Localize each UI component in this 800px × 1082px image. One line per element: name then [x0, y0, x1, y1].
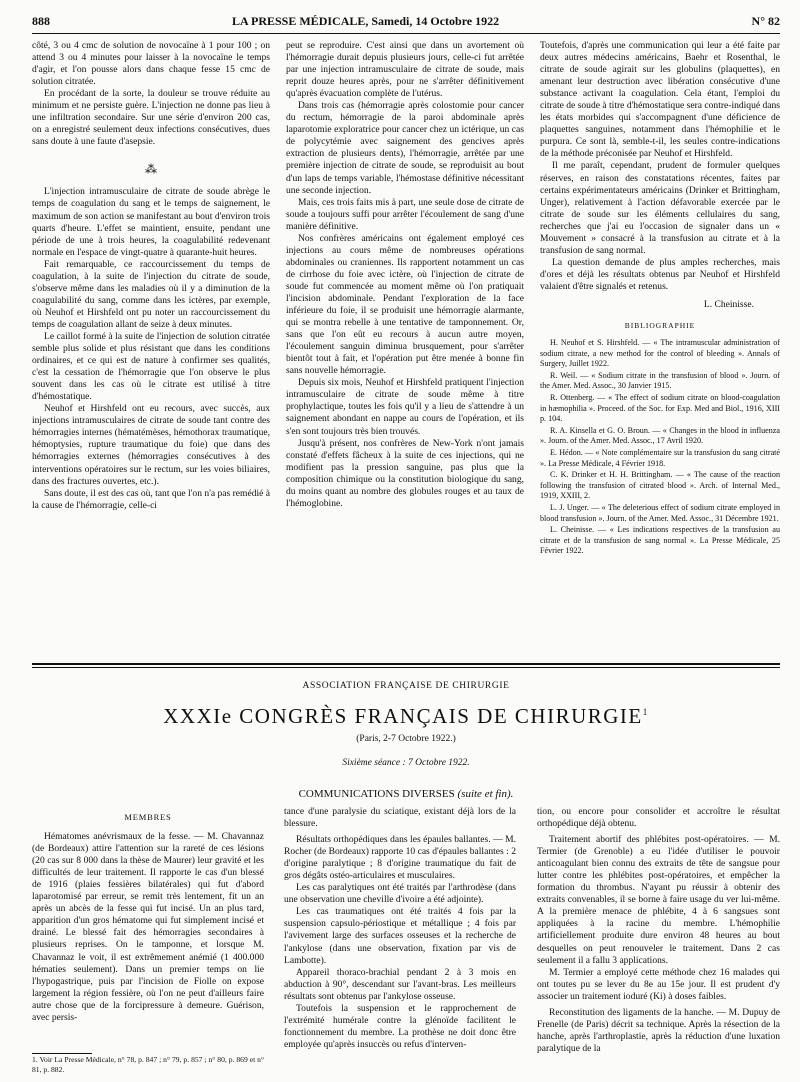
- bottom-column-1: [32, 806, 264, 1046]
- bibliography-entry: C. K. Drinker et H. H. Brittingham. — « The cause of the reaction following the transfusion of citrated blood ». Arch. of Internal Med., 1919, XXIII, 2.: [540, 470, 780, 501]
- paragraph: Sans doute, il est des cas où, tant que l'on n'a pas remédié à la cause de l'hémorragie, celle-ci: [32, 487, 270, 511]
- bibliography-heading: BIBLIOGRAPHIE: [624, 321, 696, 331]
- paragraph: Fait remarquable, ce raccourcissement du temps de coagulation, à la suite de l'injection du citrate de soude, s'observe même dans les maladies où il y a diminution de la coagulabilité du sang, comme dans les ictères, par exemple, où Neuhof et Hirshfeld ont pu noter un raccourcissement du temps de coagulation allant de seize à deux minutes.: [32, 258, 270, 330]
- top-column-1: [32, 40, 270, 660]
- paragraph: peut se reproduire. C'est ainsi que dans un avortement où l'hémorragie durait depuis plusieurs jours, celle-ci fut arrêtée par une injection intramusculaire de citrate de soude, mais reprit douze heures après, pour ne s'arrêter définitivement qu'après évacuation complète de l'utérus.: [286, 40, 524, 100]
- members-heading: MEMBRES: [124, 812, 172, 822]
- paragraph: Nos confrères américains ont également employé ces injections au cours même de nombreuses opérations abdominales ou craniennes. Ils rapportent notamment un cas de cirrhose du foie avec ictère, où l'injection de citrate de soude fut commencée au moment même où l'on pratiquait l'incision abdominale. Pendant l'exploration de la face inférieure du foie, il se produisit une hémorragie alarmante, qui se montra rebelle à une tentative de tamponnement. Or, sans que l'on eût eu recours à aucun autre moyen, l'écoulement sanguin diminua brusquement, pour s'arrêter bientôt tout à fait, et l'opération put être menée à bonne fin sans nouvelle hémorragie.: [286, 232, 524, 377]
- paragraph: La question demande de plus amples recherches, mais d'ores et déjà les résultats obtenus par Neuhof et Hirshfeld valaient d'être signalés et retenus.: [540, 256, 780, 292]
- communications-title: COMMUNICATIONS DIVERSES: [298, 788, 455, 800]
- page-number: 888: [32, 14, 50, 28]
- paragraph: L'injection intramusculaire de citrate de soude abrège le temps de coagulation du sang et le temps de saignement, le maximum de son action se manifestant au bout d'environ trois quarts d'heure. L'effet se maintient, ensuite, pendant une période de une à trois heures, la coagulabilité redevenant normale en l'espace de vingt-quatre à quarante-huit heures.: [32, 186, 270, 258]
- bibliography-entry: H. Neuhof et S. Hirshfeld. — « The intramuscular administration of sodium citrate, a new method for the control of bleeding ». Annals of Surgery, Juillet 1922.: [540, 338, 780, 369]
- paragraph: Neuhof et Hirshfeld ont eu recours, avec succès, aux injections intramusculaires de citrate de soude tant contre des hémorragies internes (hématémèses, hémothorax traumatique, hémoptysies, rupture traumatique du foie) que dans des hémorragies externes (hémorragies consécutives à des interventions opératoires sur le rectum, sur les voies biliaires, dans des fractures ouvertes, etc.).: [32, 403, 270, 487]
- running-header: [32, 14, 780, 30]
- journal-line: LA PRESSE MÉDICALE, Samedi, 14 Octobre 1922: [232, 14, 500, 28]
- section-rule-thin: [32, 667, 780, 668]
- association-heading: ASSOCIATION FRANÇAISE DE CHIRURGIE: [302, 681, 510, 691]
- bibliography-entry: R. Weil. — « Sodium citrate in the transfusion of blood ». Journ. of the Amer. Med. Assoc., 30 Janvier 1915.: [540, 370, 780, 391]
- paragraph: Résultats orthopédiques dans les épaules ballantes. — M. Rocher (de Bordeaux) rapporte 10 cas d'épaules ballantes : 2 d'origine paralytique ; 8 d'origine traumatique du fait de gros dégâts ostéo-articulaires et musculaires.: [284, 834, 516, 882]
- congress-title: [32, 704, 780, 729]
- paragraph: En procédant de la sorte, la douleur se trouve réduite au minimum et ne persiste guère. L'injection ne donne pas lieu à une infiltration secondaire. Sur une série d'environ 200 cas, on a enregistré seulement deux infections consécutives, dues sans doute à une faute d'asepsie.: [32, 88, 270, 148]
- section-stars: ⁂: [145, 162, 157, 177]
- bibliography-entry: R. A. Kinsella et G. O. Broun. — « Changes in the blood in influenza ». Journ. of the Amer. Med. Assoc., 17 Avril 1920.: [540, 425, 780, 446]
- bottom-column-3: [537, 806, 780, 1076]
- bibliography-entry: E. Hédon. — « Note complémentaire sur la transfusion du sang citraté ». La Presse Médicale, 4 Février 1918.: [540, 448, 780, 468]
- footnote-marker: 1: [642, 707, 649, 717]
- footnote-rule: [32, 1053, 92, 1054]
- paragraph: Les cas traumatiques ont été traités 4 fois par la suspension capsulo-périostique et métallique ; 4 fois par l'avivement large des surfaces osseuses et la recherche de l'ankylose (dans une observation, fixation par vis de Lambotte).: [284, 906, 516, 966]
- paragraph: Reconstitution des ligaments de la hanche. — M. Dupuy de Frenelle (de Paris) décrit sa technique. Après la résection de la hanche, après l'arthroplastie, après la réduction d'une luxation paralytique de la: [537, 1006, 780, 1054]
- paragraph: Dans trois cas (hémorragie après colostomie pour cancer du rectum, hémorragie de la paroi abdominale après laparotomie exploratrice pour cancer chez un ictérique, un cas de polycytémie avec saignement des gencives après extraction de plusieurs dents), l'hémorragie, arrêtée par une première injection de citrate de soude, se reproduisit au bout d'un laps de temps variable, l'hémostase définitive nécessitant une seconde injection.: [286, 100, 524, 196]
- paragraph: Traitement abortif des phlébites post-opératoires. — M. Termier (de Grenoble) a eu l'idée d'utiliser le pouvoir anticoagulant bien connu des extraits de tête de sangsue pour lutter contre les phlébites post-opératoires, et empêcher la formation du thrombus. N'ayant pu réussir à obtenir des extraits convenables, il se borne à faire usage du ver lui-même. A la première menace de phlébite, 4 à 6 sangsues sont appliquées à la racine du membre. L'hémophilie artificiellement produite dure environ 48 heures au bout desquelles on peut renouveler le traitement. Dans 2 cas seulement il a fallu 3 applications.: [537, 834, 780, 966]
- section-rule: [32, 663, 780, 665]
- congress-title-text: XXXIe CONGRÈS FRANÇAIS DE CHIRURGIE: [163, 704, 643, 728]
- paragraph: Les cas paralytiques ont été traités par l'arthrodèse (dans une observation une cheville d'ivoire a été adjointe).: [284, 882, 516, 906]
- paragraph: Jusqu'à présent, nos confrères de New-York n'ont jamais constaté d'effets fâcheux à la suite de ces injections, qui ne modifient pas la pression sanguine, pas plus que la composition chimique ou la constitution biologique du sang, du moins quant au nombre des globules rouges et au taux de l'hémoglobine.: [286, 437, 524, 509]
- paragraph: tion, ou encore pour consolider et accroître le résultat orthopédique déjà obtenu.: [537, 806, 780, 830]
- signature: L. Cheinisse.: [703, 298, 754, 310]
- bibliography-entry: L. Cheinisse. — « Les indications respectives de la transfusion au citrate et de la transfusion de sang normal ». La Presse Médicale, 25 Février 1922.: [540, 525, 780, 556]
- session-line: Sixième séance : 7 Octobre 1922.: [342, 758, 470, 768]
- paragraph: Il me paraît, cependant, prudent de formuler quelques réserves, en raison des constatations récentes, faites par certains expérimentateurs américains (Drinker et Brittingham, Unger), relativement à l'action défavorable exercée par le citrate de soude sur les éléments cellulaires du sang, recherches que j'ai eu l'occasion de signaler dans un « Mouvement » consacré à la transfusion au citrate et à la transfusion de sang normal.: [540, 160, 780, 256]
- paragraph: M. Termier a employé cette méthode chez 16 malades qui ont toutes pu se lever du 8e au 15e jour. Il est prudent d'y associer un traitement ioduré (Ki) à doses faibles.: [537, 966, 780, 1002]
- footnote: 1. Voir La Presse Médicale, n° 78, p. 847 ; n° 79, p. 857 ; n° 80, p. 869 et n° 81, p. 882.: [32, 1055, 264, 1074]
- paragraph: Depuis six mois, Neuhof et Hirshfeld pratiquent l'injection intramusculaire de citrate de soude même à titre prophylactique, toutes les fois qu'il y a lieu de s'attendre à un saignement abondant en nappe au cours de l'opération, et ils s'en sont toujours très bien trouvés.: [286, 377, 524, 437]
- header-rule: [32, 33, 780, 34]
- paragraph: Hématomes anévrismaux de la fesse. — M. Chavannaz (de Bordeaux) attire l'attention sur la rareté de ces lésions (20 cas sur 8 000 dans la thèse de Maurer) leur gravité et les difficultés de leur traitement. Il rapporte le cas d'un blessé de 1916 (plaies fessières bilatérales) qui fut d'abord laparotomisé par erreur, se remit très lentement, fit un an après un abcès de la fesse qui fut incisé. Un an plus tard, apparition d'un gros hématome qui fut simplement incisé et drainé. Le blessé fait des hémorragies secondaires à plusieurs reprises. On le tamponne, et lorsque M. Chavannaz le voit, il est extrêmement anémié (1 400.000 hématies seulement). Dans un premier temps on lie l'hypogastrique, puis par l'incision de Fiolle on expose largement la région fessière, où l'on ne peut d'ailleurs faire autre chose que de la forcipressure à demeure. Guérison, avec persis-: [32, 831, 264, 1023]
- paragraph: Appareil thoraco-brachial pendant 2 à 3 mois en abduction à 90°, descendant sur l'avant-bras. Les meilleurs résultats sont obtenus par l'ankylose osseuse.: [284, 966, 516, 1002]
- communications-suffix: (suite et fin).: [457, 788, 514, 800]
- paragraph: Toutefois, d'après une communication qui leur a été faite par deux autres médecins américains, Baehr et Rosenthal, le citrate de soude agirait sur les globulins (plaquettes), en amenant leur destruction avec libération consécutive d'une substance activant la coagulation. Cela étant, l'emploi du citrate de soude à titre d'hémostatique sera contre-indiqué dans les états morbides qui s'accompagnent d'une déficience de plaquettes sanguines, notamment dans l'hémophilie et le purpura. Ce sont là, semble-t-il, les seules contre-indications de la méthode préconisée par Neuhof et Hirshfeld.: [540, 40, 780, 160]
- issue-number: N° 82: [751, 14, 780, 28]
- congress-dates: (Paris, 2-7 Octobre 1922.): [356, 734, 456, 744]
- paragraph: Le caillot formé à la suite de l'injection de solution citratée semble plus solide et plus résistant que dans les conditions ordinaires, et ce qui est de nature à confirmer ses qualités, c'est la cessation de l'hémorragie que l'on observe le plus souvent dans les cas où le citrate est utilisé à titre d'hémostatique.: [32, 330, 270, 403]
- top-column-2: [286, 40, 524, 660]
- bottom-column-2: [284, 806, 516, 1076]
- bibliography-entry: R. Ottenberg. — « The effect of sodium citrate on blood-coagulation in hæmophilia ». Proceed. of the Soc. for Exp. Med and Biol., 1916, XIII p. 104.: [540, 393, 780, 424]
- paragraph: tance d'une paralysie du sciatique, existant déjà lors de la blessure.: [284, 806, 516, 830]
- paragraph: côté, 3 ou 4 cmc de solution de novocaïne à 1 pour 100 ; on attend 3 ou 4 minutes pour laisser à la novocaïne le temps d'agir, et l'on pousse alors dans chaque fesse 15 cmc de solution citratée.: [32, 40, 270, 88]
- paragraph: Mais, ces trois faits mis à part, une seule dose de citrate de soude a toujours suffi pour arrêter l'écoulement de sang d'une manière définitive.: [286, 196, 524, 232]
- bibliography-entry: L. J. Unger. — « The deleterious effect of sodium citrate employed in blood transfusion ». Journ. of the Amer. Med. Assoc., 31 Décembre 1921.: [540, 502, 780, 523]
- communications-heading: [32, 788, 780, 800]
- paragraph: Toutefois la suspension et le rapprochement de l'extrémité humérale contre la glénoïde facilitent le fonctionnement du membre. La prothèse ne doit donc être employée qu'après insuccès ou refus d'interven-: [284, 1002, 516, 1050]
- top-column-3: [540, 40, 780, 660]
